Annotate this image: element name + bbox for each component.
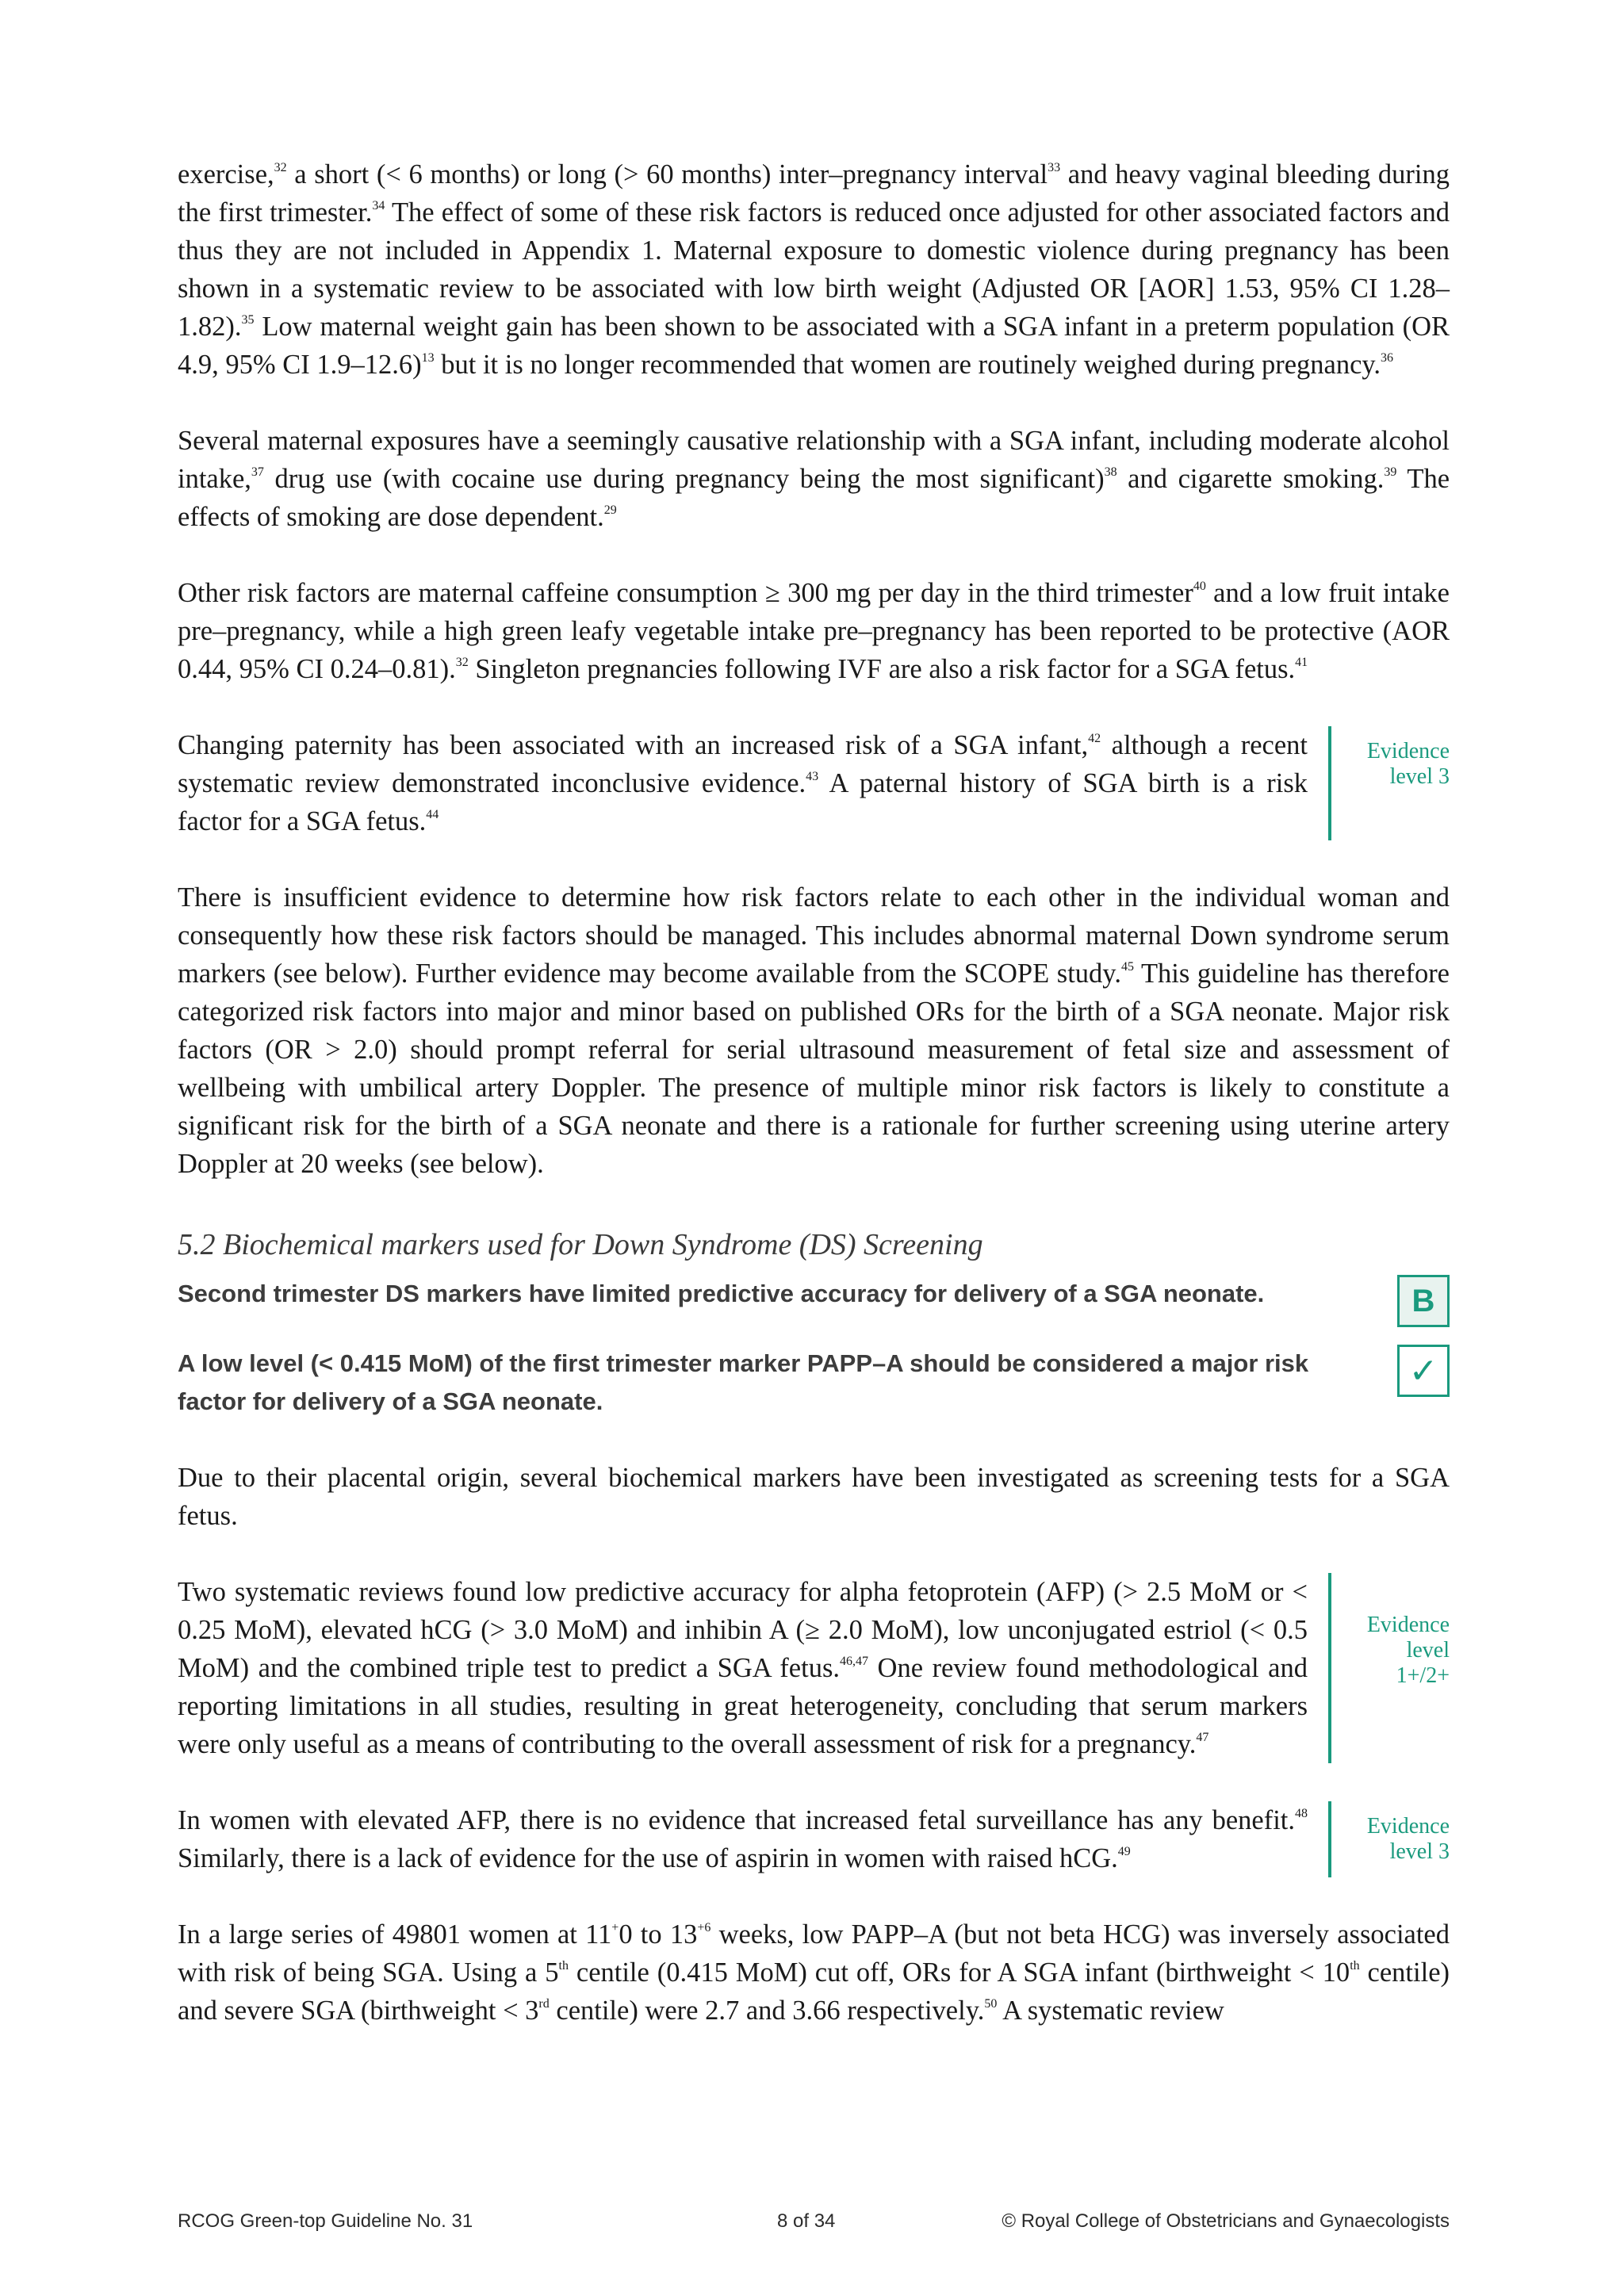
- evidence-level-badge: Evidence level 3: [1328, 726, 1450, 840]
- paragraph-large-series: In a large series of 49801 women at 11+0 to $13^{+6}$ weeks, low PAPP–A (but not beta HCG) was inversely associated with risk of being SGA. Using a 5th centile (0.415 MoM) cut off, ORs for A SGA infant (birthweight < 10th centile) and severe SGA (birthweight < 3rd centile) were 2.7 and 3.66 respectively.$^{50}$ A systematic review: [178, 1919, 1450, 2026]
- recommendation-text: A low level (< 0.415 MoM) of the first trimester marker PAPP–A should be considered a major risk factor for delivery of a SGA neonate.: [178, 1349, 1309, 1415]
- evidence-level-badge: Evidence level 3: [1328, 1801, 1450, 1877]
- paragraph-paternity: Changing paternity has been associated with an increased risk of a SGA infant,$^{42}$ although a recent systematic review demonstrated inconclusive evidence.$^{43}$ A paternal history of SGA birth is a risk factor for a SGA fetus.$^{44}$: [178, 730, 1308, 836]
- page-body: [178, 155, 1450, 2030]
- paragraph-elevated-afp: In women with elevated AFP, there is no evidence that increased fetal surveillance has any benefit.$^{48}$ Similarly, there is a lack of evidence for the use of aspirin in women with raised hCG.$^{49}$: [178, 1805, 1308, 1873]
- systematic-reviews-block: [178, 1573, 1450, 1763]
- paragraph-placental-origin: Due to their placental origin, several biochemical markers have been investigated as screening tests for a SGA fetus.: [178, 1463, 1450, 1531]
- paragraph-maternal-exposures: Several maternal exposures have a seemingly causative relationship with a SGA infant, including moderate alcohol intake,$^{37}$ drug use (with cocaine use during pregnancy being the most significant)$^{38}$ and cigarette smoking.$^{39}$ The effects of smoking are dose dependent.$^{29}$: [178, 426, 1450, 532]
- section-heading: 5.2 Biochemical markers used for Down Syndrome (DS) Screening: [178, 1228, 983, 1261]
- guideline-title: RCOG Green-top Guideline No. 31: [178, 2210, 473, 2232]
- recommendation-text: Second trimester DS markers have limited predictive accuracy for delivery of a SGA neonate.: [178, 1280, 1265, 1307]
- copyright: © Royal College of Obstetricians and Gynaecologists: [1002, 2210, 1450, 2232]
- page-footer: [178, 2210, 1450, 2239]
- paragraph-insufficient-evidence: There is insufficient evidence to determine how risk factors relate to each other in the individual woman and consequently how these risk factors should be managed. This includes abnormal maternal Down syndrome serum markers (see below). Further evidence may become available from the SCOPE study.$^{45}$ This guideline has therefore categorized risk factors into major and minor based on published ORs for the birth of a SGA neonate. Major risk factors (OR > 2.0) should prompt referral for serial ultrasound measurement of fetal size and assessment of wellbeing with umbilical artery Doppler. The presence of multiple minor risk factors is likely to constitute a significant risk for the birth of a SGA neonate and there is a rationale for further screening using uterine artery Doppler at 20 weeks (see below).: [178, 882, 1450, 1179]
- page-number: 8 of 34: [777, 2210, 836, 2232]
- evidence-level-badge: Evidence level 1+/2+: [1328, 1573, 1450, 1763]
- paragraph-other-risk-factors: Other risk factors are maternal caffeine consumption ≥ 300 mg per day in the third trimester$^{40}$ and a low fruit intake pre–pregnancy, while a high green leafy vegetable intake pre–pregnancy has been reported to be protective (AOR 0.44, 95% CI 0.24–0.81).$^{32}$ Singleton pregnancies following IVF are also a risk factor for a SGA fetus.$^{41}$: [178, 578, 1450, 684]
- recommendation-1: [178, 1275, 1450, 1327]
- paternity-block: [178, 726, 1450, 840]
- recommendation-2: [178, 1345, 1450, 1421]
- checkmark-icon: ✓: [1397, 1345, 1450, 1397]
- grade-b-badge: B: [1397, 1275, 1450, 1327]
- paragraph-systematic-reviews: Two systematic reviews found low predictive accuracy for alpha fetoprotein (AFP) (> 2.5 MoM or < 0.25 MoM), elevated hCG (> 3.0 MoM) and inhibin A (≥ 2.0 MoM), low unconjugated estriol (< 0.5 MoM) and the combined triple test to predict a SGA fetus.$^{46,47}$ One review found methodological and reporting limitations in all studies, resulting in great heterogeneity, concluding that serum markers were only useful as a means of contributing to the overall assessment of risk for a pregnancy.$^{47}$: [178, 1577, 1308, 1759]
- afp-block: [178, 1801, 1450, 1877]
- paragraph-risk-factors: exercise,$^{32}$ a short (< 6 months) or long (> 60 months) inter–pregnancy interval$^{33}$ and heavy vaginal bleeding during the first trimester.$^{34}$ The effect of some of these risk factors is reduced once adjusted for other associated factors and thus they are not included in Appendix 1. Maternal exposure to domestic violence during pregnancy has been shown in a systematic review to be associated with low birth weight (Adjusted OR [AOR] 1.53, 95% CI 1.28–1.82).$^{35}$ Low maternal weight gain has been shown to be associated with a SGA infant in a preterm population (OR 4.9, 95% CI 1.9–12.6)$^{13}$ but it is no longer recommended that women are routinely weighed during pregnancy.$^{36}$: [178, 159, 1450, 380]
